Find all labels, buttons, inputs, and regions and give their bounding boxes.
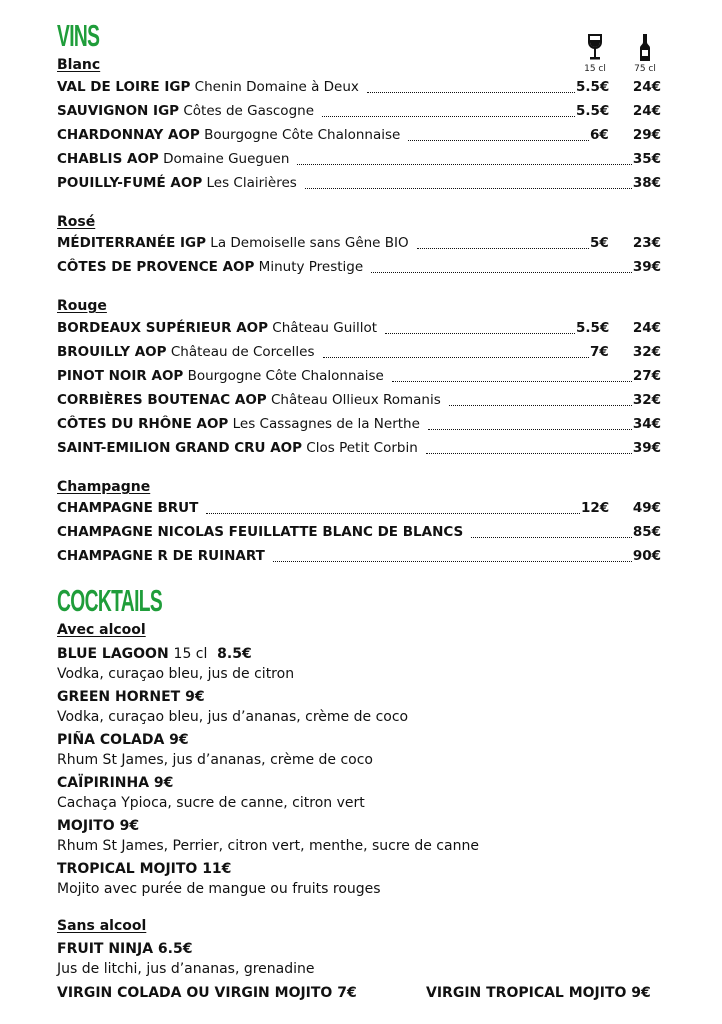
section-rose: Rosé (57, 214, 96, 230)
leader-dots (385, 330, 575, 334)
cocktail-description: Rhum St James, Perrier, citron vert, menthe, sucre de canne (57, 838, 479, 854)
cocktail-volume: 15 cl (173, 646, 208, 662)
wine-appellation: CHAMPAGNE R DE RUINART (57, 548, 265, 564)
wine-name (57, 175, 297, 191)
cocktail-title: MOJITO (57, 818, 115, 834)
bottle-price: 39€ (632, 440, 661, 456)
cocktail-name (57, 775, 173, 791)
bottle-column-header (630, 34, 660, 74)
leader-dots (449, 402, 632, 406)
wine-row (57, 344, 661, 364)
bottle-price: 24€ (632, 103, 661, 119)
wine-row (57, 79, 661, 99)
cocktail-title: PIÑA COLADA (57, 732, 165, 748)
wine-producer: Les Cassagnes de la Nerthe (228, 416, 420, 432)
cocktail-price: 9€ (153, 775, 174, 791)
wine-appellation: CÔTES DE PROVENCE AOP (57, 259, 255, 275)
cocktail-name (57, 861, 231, 877)
wine-name (57, 548, 265, 564)
section-sans-alcool: Sans alcool (57, 918, 147, 934)
wine-row (57, 175, 661, 195)
cocktail-price: 9€ (185, 689, 205, 705)
wine-row (57, 500, 661, 520)
wine-row (57, 524, 661, 544)
glass-price: 7€ (590, 344, 609, 360)
wine-row (57, 127, 661, 147)
leader-dots (305, 185, 632, 189)
cocktails-title: COCKTAILS (57, 583, 163, 618)
wine-appellation: CÔTES DU RHÔNE AOP (57, 416, 229, 432)
wine-name (57, 127, 400, 143)
section-blanc: Blanc (57, 57, 101, 73)
cocktail-price: 8.5€ (217, 646, 252, 662)
wine-row (57, 440, 661, 460)
bottle-price: 27€ (632, 368, 661, 384)
glass-price: 12€ (581, 500, 610, 516)
wine-producer: Château de Corcelles (166, 344, 315, 360)
wine-row (57, 151, 661, 171)
leader-dots (392, 378, 632, 382)
wine-producer: Côtes de Gascogne (179, 103, 314, 119)
leader-dots (428, 426, 632, 430)
wine-appellation: VAL DE LOIRE IGP (57, 79, 191, 95)
glass-price: 5.5€ (576, 79, 610, 95)
wine-row (57, 548, 661, 568)
bottle-price: 34€ (632, 416, 661, 432)
wine-row (57, 416, 661, 436)
wine-row (57, 103, 661, 123)
section-rouge: Rouge (57, 298, 107, 314)
cocktail-name (57, 818, 139, 834)
bottle-price: 39€ (632, 259, 661, 275)
wine-appellation: BROUILLY AOP (57, 344, 167, 360)
wine-row (57, 392, 661, 412)
bottle-price: 90€ (632, 548, 661, 564)
glass-volume-label: 15 cl (584, 64, 606, 74)
bottle-price: 23€ (632, 235, 661, 251)
cocktail-description: Mojito avec purée de mangue ou fruits rouges (57, 881, 381, 897)
glass-price: 5.5€ (576, 103, 610, 119)
cocktail-description: Rhum St James, jus d’ananas, crème de coco (57, 752, 373, 768)
glass-price: 5€ (590, 235, 609, 251)
bottle-price: 85€ (632, 524, 661, 540)
wine-name (57, 79, 359, 95)
leader-dots (408, 137, 589, 141)
wine-producer: Chenin Domaine à Deux (190, 79, 359, 95)
wine-appellation: CHARDONNAY AOP (57, 127, 200, 143)
wine-name (57, 500, 198, 516)
cocktail-name (57, 732, 189, 748)
wine-appellation: CHABLIS AOP (57, 151, 159, 167)
bottle-price: 32€ (632, 392, 661, 408)
wine-glass-icon (588, 34, 602, 62)
wine-appellation: CHAMPAGNE NICOLAS FEUILLATTE BLANC DE BLANCS (57, 524, 464, 540)
glass-price: 6€ (590, 127, 609, 143)
leader-dots (273, 558, 632, 562)
bottle-price: 29€ (632, 127, 661, 143)
wine-appellation: SAINT-EMILION GRAND CRU AOP (57, 440, 303, 456)
wine-producer: La Demoiselle sans Gêne BIO (206, 235, 409, 251)
cocktail-title: CAÏPIRINHA (57, 775, 150, 791)
wine-producer: Clos Petit Corbin (302, 440, 418, 456)
virgin-tropical-mojito: VIRGIN TROPICAL MOJITO 9€ (426, 985, 651, 1001)
wine-name (57, 259, 363, 275)
section-champagne: Champagne (57, 479, 151, 495)
wine-appellation: PINOT NOIR AOP (57, 368, 184, 384)
wine-name (57, 440, 418, 456)
wine-row (57, 368, 661, 388)
cocktail-name (57, 941, 192, 957)
cocktail-price: 11€ (202, 861, 232, 877)
section-avec-alcool: Avec alcool (57, 622, 146, 638)
cocktail-name (57, 689, 205, 705)
bottle-price: 24€ (632, 320, 661, 336)
wine-name (57, 320, 377, 336)
wine-producer: Château Guillot (268, 320, 378, 336)
leader-dots (322, 113, 575, 117)
wine-producer: Bourgogne Côte Chalonnaise (199, 127, 401, 143)
wine-name (57, 151, 289, 167)
leader-dots (206, 510, 580, 514)
leader-dots (426, 450, 632, 454)
wine-appellation: MÉDITERRANÉE IGP (57, 235, 206, 251)
cocktail-price: 9€ (169, 732, 189, 748)
wine-name (57, 416, 420, 432)
wine-producer: Domaine Gueguen (158, 151, 290, 167)
wine-name (57, 103, 314, 119)
cocktail-price: 6.5€ (157, 941, 193, 957)
wine-name (57, 392, 441, 408)
leader-dots (417, 245, 589, 249)
leader-dots (323, 354, 589, 358)
wine-appellation: CORBIÈRES BOUTENAC AOP (57, 392, 267, 408)
wine-row (57, 320, 661, 340)
cocktail-title: BLUE LAGOON (57, 646, 169, 662)
bottle-price: 32€ (632, 344, 661, 360)
wine-name (57, 368, 384, 384)
bottle-volume-label: 75 cl (634, 64, 656, 74)
wine-row (57, 259, 661, 279)
wine-name (57, 524, 463, 540)
cocktail-description: Vodka, curaçao bleu, jus de citron (57, 666, 295, 682)
bottle-price: 35€ (632, 151, 661, 167)
leader-dots (367, 89, 575, 93)
wine-producer: Minuty Prestige (254, 259, 364, 275)
bottle-price: 49€ (632, 500, 661, 516)
cocktail-title: TROPICAL MOJITO (57, 861, 198, 877)
vins-title: VINS (57, 18, 100, 53)
cocktail-name (57, 646, 252, 662)
cocktail-title: GREEN HORNET (57, 689, 181, 705)
leader-dots (371, 269, 632, 273)
virgin-colada-mojito: VIRGIN COLADA OU VIRGIN MOJITO 7€ (57, 985, 357, 1001)
wine-appellation: POUILLY-FUMÉ AOP (57, 175, 203, 191)
wine-appellation: BORDEAUX SUPÉRIEUR AOP (57, 320, 269, 336)
cocktail-description: Jus de litchi, jus d’ananas, grenadine (57, 961, 315, 977)
wine-row (57, 235, 661, 255)
bottle-price: 24€ (632, 79, 661, 95)
wine-producer: Les Clairières (202, 175, 297, 191)
glass-column-header (580, 34, 610, 74)
leader-dots (471, 534, 632, 538)
cocktail-title: FRUIT NINJA (57, 941, 154, 957)
wine-bottle-icon (638, 34, 652, 62)
wine-name (57, 344, 315, 360)
wine-appellation: SAUVIGNON IGP (57, 103, 180, 119)
wine-producer: Château Ollieux Romanis (266, 392, 441, 408)
wine-name (57, 235, 409, 251)
glass-price: 5.5€ (576, 320, 610, 336)
wine-appellation: CHAMPAGNE BRUT (57, 500, 199, 516)
cocktail-description: Vodka, curaçao bleu, jus d’ananas, crème de coco (57, 709, 409, 725)
leader-dots (297, 161, 632, 165)
cocktail-price: 9€ (119, 818, 140, 834)
bottle-price: 38€ (632, 175, 661, 191)
cocktail-description: Cachaça Ypioca, sucre de canne, citron vert (57, 795, 365, 811)
wine-producer: Bourgogne Côte Chalonnaise (183, 368, 384, 384)
